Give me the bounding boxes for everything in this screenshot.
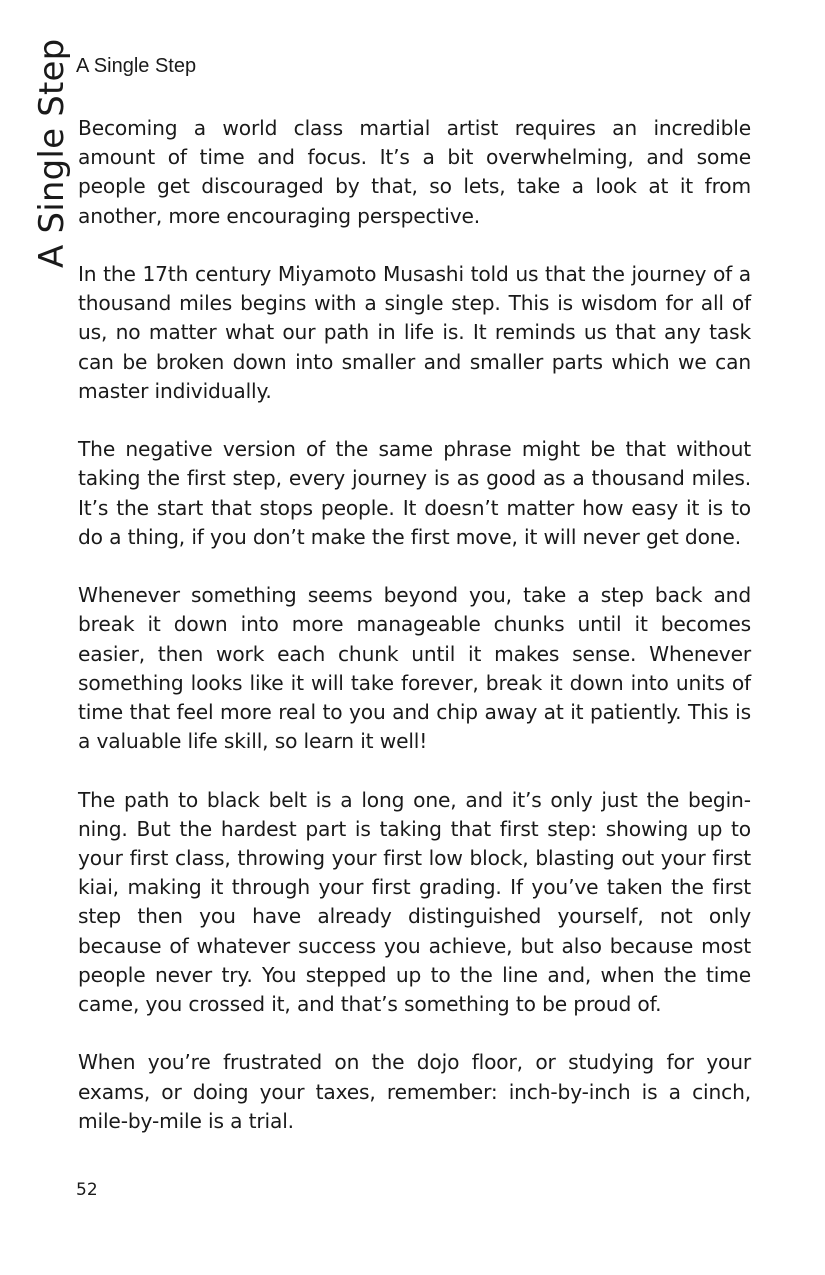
paragraph: In the 17th century Miyamoto Musashi told us that the journey of a thousand miles begins with a single step. This is wisdom for all of us, no matter what our path in life is. It reminds us that any task can be broken down into smaller and smaller parts which we can master individually.: [78, 262, 751, 403]
body-text: [78, 114, 751, 1165]
paragraph: The negative version of the same phrase might be that without taking the first step, every journey is as good as a thousand miles. It’s the start that stops people. It doesn’t matter how easy it is to do a thing, if you don’t make the first move, it will never get done.: [78, 437, 751, 549]
chapter-side-title: A Single Step: [32, 38, 72, 268]
running-head: A Single Step: [76, 55, 197, 77]
paragraph: When you’re frustrated on the dojo floor, or studying for your exams, or doing your taxes, remember: inch-by-inch is a cinch, mile-by-mile is a trial.: [78, 1050, 751, 1133]
paragraph: Whenever something seems beyond you, take a step back and break it down into more manageable chunks until it becomes easier, then work each chunk until it makes sense. Whenever something looks like it will take forever, break it down into units of time that feel more real to you and chip away at it patiently. This is a valuable life skill, so learn it well!: [78, 583, 751, 754]
paragraph: The path to black belt is a long one, and it’s only just the beginning. But the hardest part is taking that first step: showing up to your first class, throwing your first low block, blasting out your first kiai, making it through your first grading. If you’ve taken the first step then you have already distinguished yourself, not only because of whatever success you achieve, but also because most people never try. You stepped up to the line and, when the time came, you crossed it, and that’s something to be proud of.: [78, 787, 751, 1017]
paragraph: Becoming a world class martial artist requires an incredible amount of time and focus. It’s a bit overwhelming, and some people get discouraged by that, so lets, take a look at it from another, more encouraging perspective.: [78, 116, 751, 228]
page-number: 52: [76, 1180, 98, 1200]
